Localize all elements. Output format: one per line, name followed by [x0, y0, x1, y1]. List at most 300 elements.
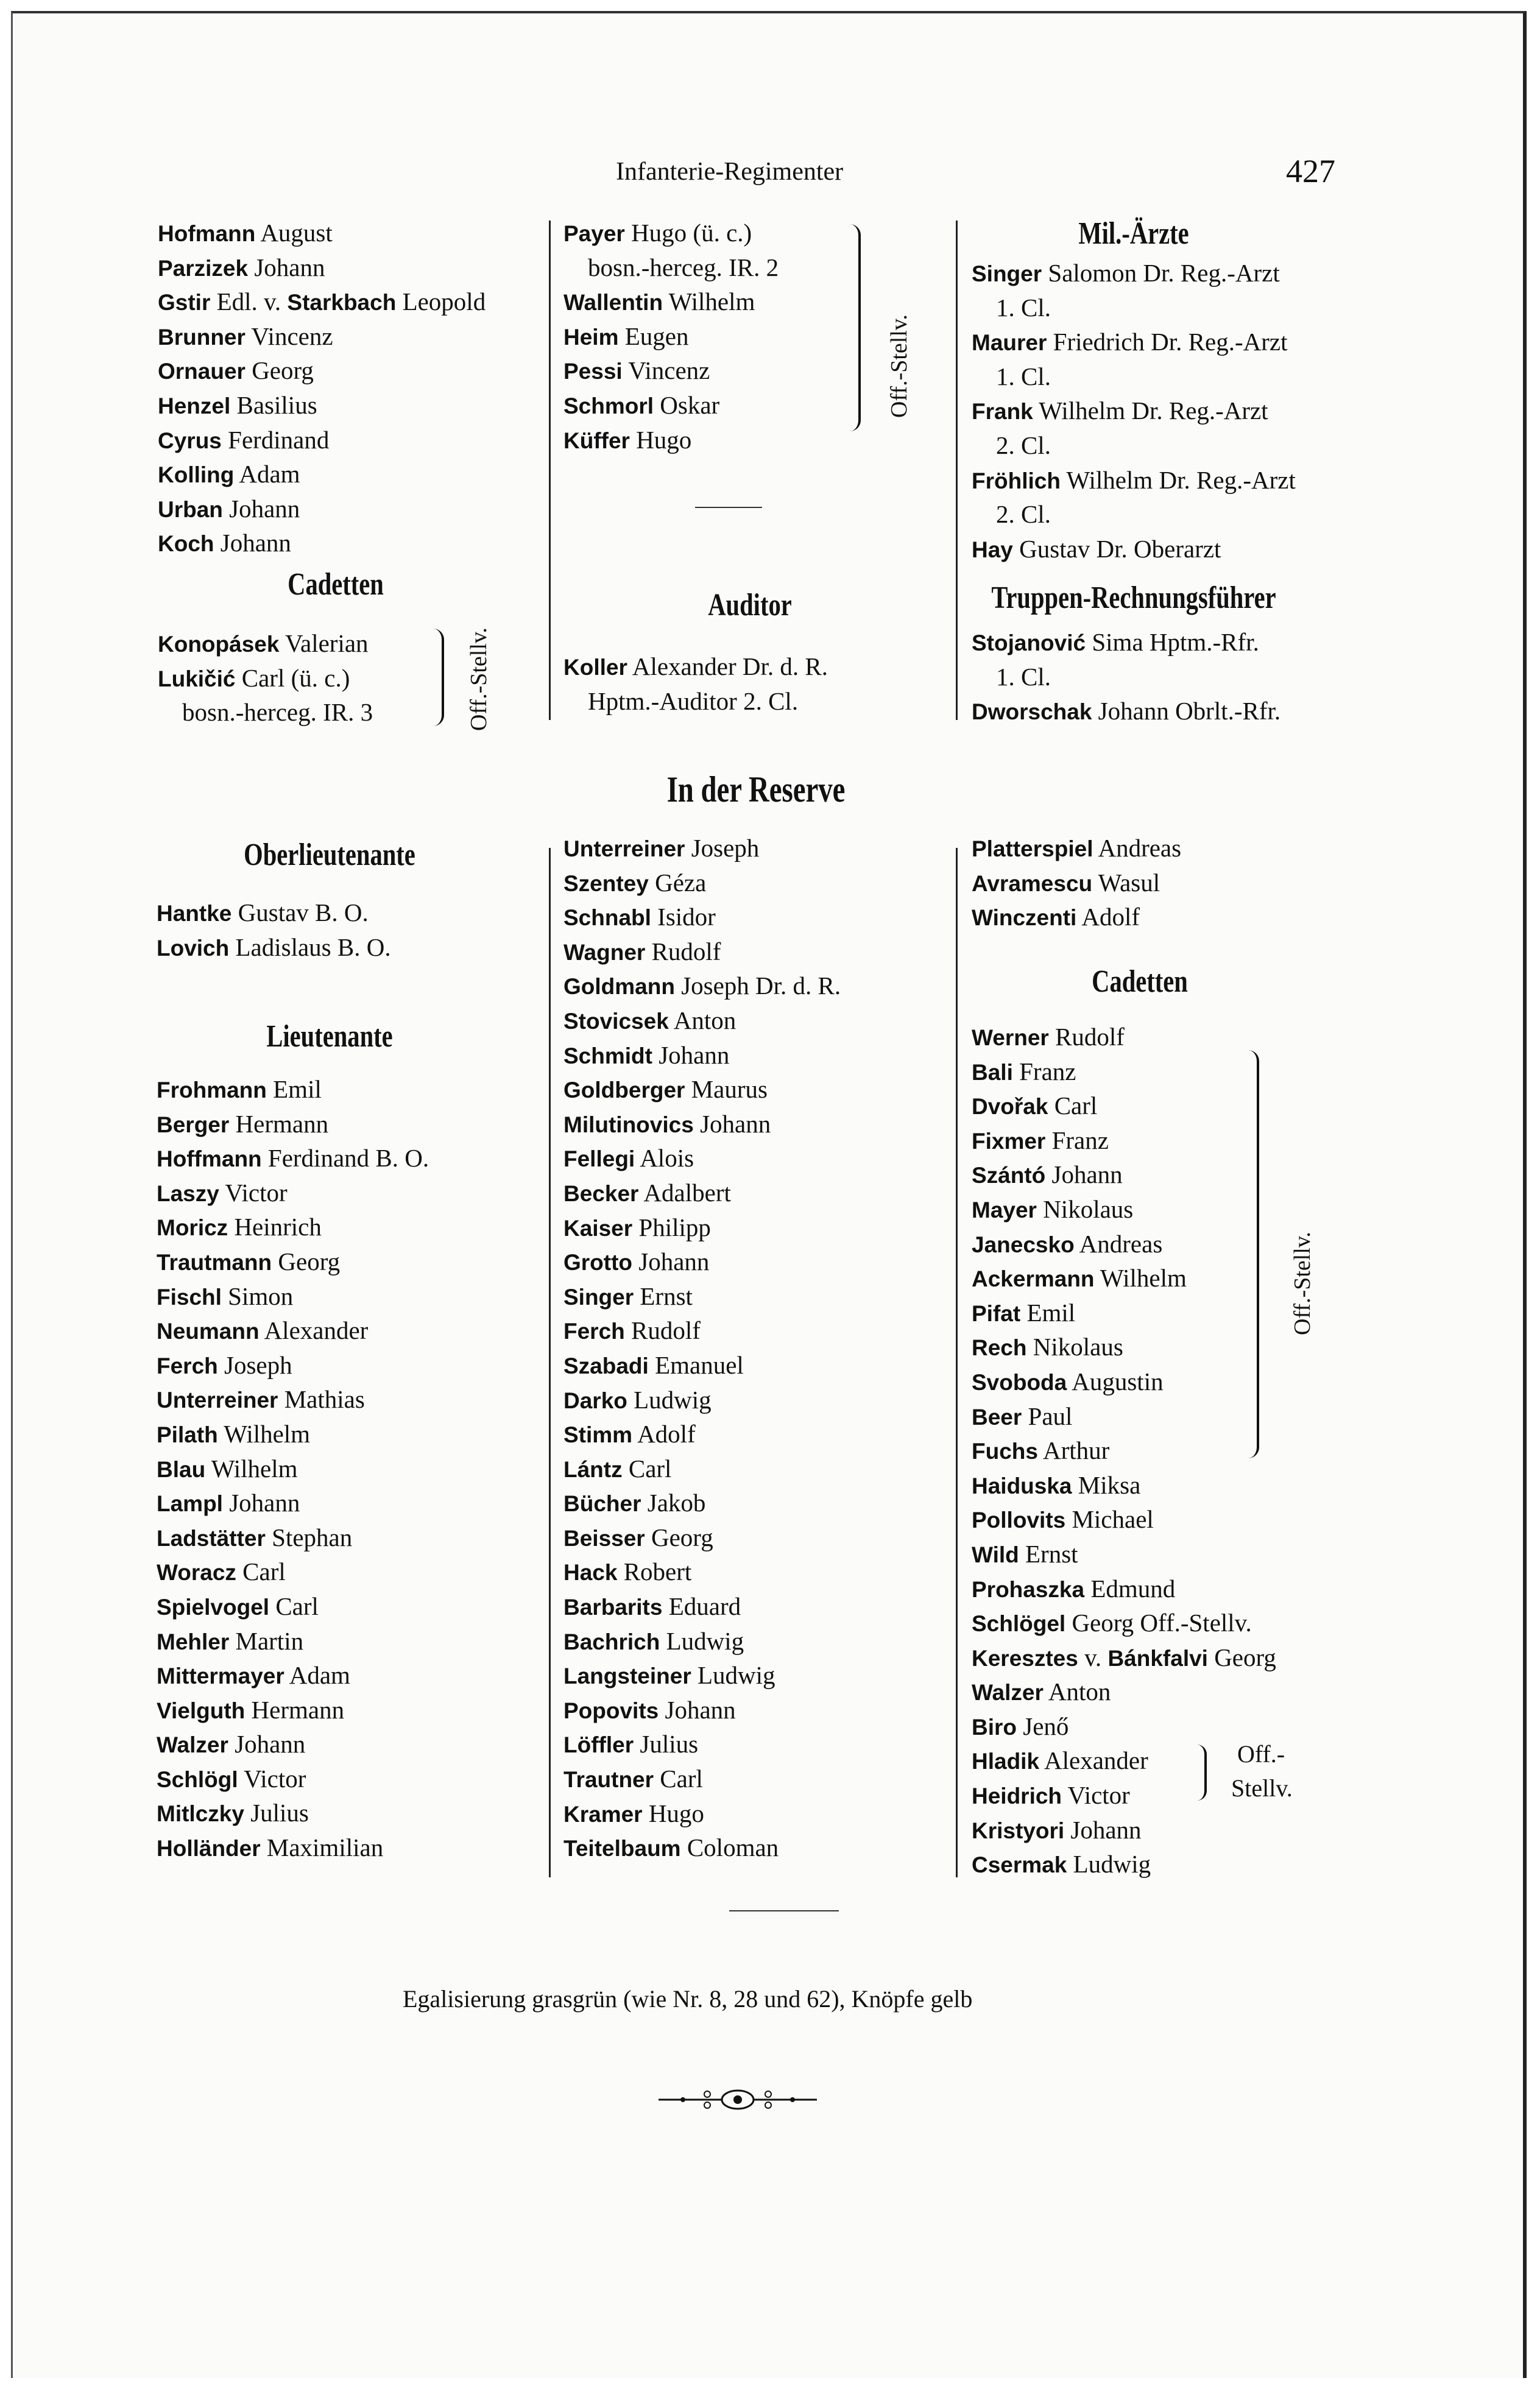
entry-surname: Bücher	[563, 1491, 641, 1517]
entry-detail: Coloman	[680, 1833, 779, 1862]
entry-detail: bosn.-herceg. IR. 2	[588, 253, 779, 281]
entry-row	[563, 1313, 841, 1348]
entry-detail: Emil	[1020, 1298, 1076, 1327]
entry-detail: Emil	[266, 1075, 322, 1103]
entry-surname: Werner	[972, 1025, 1049, 1050]
entry-surname: Mittermayer	[157, 1664, 284, 1689]
entry-surname: Blau	[157, 1456, 206, 1482]
leutnante-list	[157, 1072, 429, 1865]
entry-row	[563, 1796, 841, 1831]
entry-detail: Ernst	[634, 1282, 693, 1310]
entry-detail: Oskar	[654, 390, 720, 419]
entry-detail: Johann	[248, 253, 325, 281]
entry-surname: Dvořak	[972, 1094, 1048, 1120]
small-note	[1231, 1737, 1293, 1805]
entry-surname: Keresztes	[972, 1645, 1078, 1671]
entry-detail: Victor	[238, 1764, 306, 1793]
entry-detail: Wilhelm	[663, 288, 755, 316]
entry-detail: Valerian	[279, 629, 369, 657]
entry-row	[972, 1330, 1276, 1364]
entry-surname: Löffler	[563, 1732, 634, 1758]
column-rule-bottom-right	[956, 848, 958, 1877]
entry-surname: Unterreiner	[157, 1388, 278, 1413]
entry-row	[157, 895, 391, 930]
entry-surname: Koch	[158, 531, 214, 557]
entry-detail: Johann	[214, 529, 291, 557]
entry-surname: Urban	[158, 496, 223, 522]
aerzte-list	[972, 256, 1296, 566]
entry-detail: Ludwig	[660, 1626, 744, 1655]
entry-surname: Lovich	[157, 935, 230, 961]
oberleutnante-list	[157, 895, 391, 964]
entry-detail: Victor	[219, 1178, 288, 1207]
entry-surname: Langsteiner	[563, 1664, 691, 1689]
entry-detail: Wilhelm Dr. Reg.-Arzt	[1060, 465, 1296, 494]
entry-detail: 2. Cl.	[996, 431, 1051, 459]
auditor-list	[563, 649, 828, 718]
entry-row	[563, 216, 779, 250]
entry-row	[157, 1279, 429, 1314]
entry-detail: Johann	[659, 1695, 736, 1724]
entry-detail: Hermann	[245, 1695, 345, 1724]
entry-surname: Pollovits	[972, 1508, 1066, 1533]
entry-detail: Alexander Dr. d. R.	[627, 652, 828, 680]
entry-row	[157, 1072, 429, 1107]
entry-row	[972, 660, 1280, 694]
entry-row	[972, 1020, 1276, 1054]
entry-detail: Edmund	[1084, 1574, 1176, 1603]
entry-detail: Joseph	[217, 1350, 292, 1379]
separator-short	[695, 507, 762, 508]
entry-row	[563, 353, 779, 388]
entry-row	[972, 1261, 1276, 1296]
entry-row	[972, 393, 1296, 428]
entry-surname: Kolling	[158, 462, 235, 488]
entry-surname: Stojanović	[972, 630, 1086, 655]
entry-row	[563, 1762, 841, 1796]
entry-row	[563, 1452, 841, 1486]
entry-row	[563, 250, 779, 285]
entry-row	[563, 1520, 841, 1555]
entry-detail: Johann	[1045, 1160, 1123, 1189]
entry-row	[563, 1383, 841, 1417]
entry-row	[158, 695, 373, 730]
entry-detail: Wilhelm	[1094, 1264, 1187, 1293]
entry-surname: Trautner	[563, 1767, 654, 1793]
entry-detail: Miksa	[1072, 1470, 1141, 1499]
entry-detail: Georg Off.-Stellv.	[1065, 1609, 1252, 1637]
entry-detail: Johann Obrlt.-Rfr.	[1092, 697, 1281, 725]
entry-row	[972, 1364, 1276, 1399]
page-number: 427	[1286, 153, 1335, 189]
entry-surname: Ferch	[157, 1353, 218, 1378]
entry-detail: Franz	[1012, 1057, 1076, 1085]
entry-row	[157, 1727, 429, 1762]
entry-row	[158, 626, 373, 661]
entry-surname: Winczenti	[972, 905, 1077, 931]
entry-surname: Biro	[972, 1714, 1017, 1740]
entry-detail: Johann	[652, 1040, 730, 1069]
entry-row	[563, 1830, 841, 1865]
entry-surname: Schlögl	[157, 1766, 238, 1792]
cadetten-2-note: Off.-Stellv.	[1290, 1232, 1315, 1335]
entry-surname: Janecsko	[972, 1232, 1075, 1257]
entry-surname: Ladstätter	[157, 1525, 266, 1551]
entry-surname: Schmorl	[563, 393, 654, 418]
entry-surname: Singer	[972, 261, 1042, 286]
entry-surname: Avramescu	[972, 870, 1093, 896]
entry-row	[157, 1658, 429, 1693]
entry-row	[972, 1502, 1276, 1537]
entry-surname: Fischl	[157, 1284, 222, 1310]
entry-detail: Philipp	[632, 1213, 711, 1241]
entry-surname: Rech	[972, 1335, 1027, 1361]
entry-row	[972, 1709, 1276, 1744]
entry-detail: Arthur	[1037, 1436, 1110, 1465]
entry-surname: Haiduska	[972, 1473, 1072, 1498]
entry-row	[157, 1486, 429, 1520]
entry-row	[157, 1382, 429, 1417]
entry-surname: Woracz	[157, 1560, 236, 1586]
entry-detail: Adam	[284, 1661, 350, 1690]
entry-detail: Julius	[244, 1799, 309, 1827]
entry-surname: Wild	[972, 1542, 1019, 1567]
entry-row	[563, 684, 828, 719]
entry-detail: Emanuel	[648, 1350, 744, 1379]
entry-detail: Hermann	[229, 1109, 329, 1138]
entry-row	[563, 319, 779, 354]
entry-row	[157, 1176, 429, 1210]
entry-detail: Ludwig	[1067, 1850, 1151, 1879]
cadetten-heading-2: Cadetten	[1092, 964, 1188, 999]
entry-row	[972, 1847, 1276, 1882]
document-page	[11, 11, 1527, 2378]
entry-detail: 1. Cl.	[996, 362, 1051, 390]
entry-row	[563, 1072, 841, 1107]
entry-detail: 1. Cl.	[996, 662, 1051, 691]
entry-surname: Frohmann	[157, 1078, 267, 1103]
entry-row	[158, 526, 486, 560]
entry-row	[972, 1468, 1276, 1503]
entry-detail: Sima Hptm.-Rfr.	[1086, 628, 1259, 656]
reserve-heading: In der Reserve	[666, 769, 846, 810]
brace-col2	[849, 224, 861, 431]
entry-surname: Payer	[563, 221, 625, 246]
entry-detail: Hugo	[642, 1799, 704, 1827]
entry-row	[563, 1244, 841, 1279]
entry-surname: Wallentin	[563, 290, 663, 316]
entry-surname-2: Bánkfalvi	[1107, 1645, 1208, 1671]
entry-row	[157, 1693, 429, 1727]
entry-surname: Gstir	[158, 290, 211, 316]
entry-surname: Darko	[563, 1388, 627, 1413]
column-rule-top-left	[549, 221, 551, 720]
rechnung-heading: Truppen-Rechnungsführer	[991, 580, 1276, 615]
entry-surname: Szentey	[563, 870, 649, 896]
entry-surname: Milutinovics	[563, 1112, 694, 1137]
entry-row	[158, 388, 486, 423]
entry-surname: Stimm	[563, 1422, 633, 1448]
entry-surname: Mayer	[972, 1197, 1037, 1223]
column-rule-bottom-left	[549, 848, 551, 1877]
entry-detail: Anton	[1043, 1678, 1111, 1706]
cadetten-list-2	[972, 1020, 1276, 1882]
entry-detail: Vincenz	[622, 356, 710, 385]
entry-detail: Wasul	[1092, 868, 1160, 897]
entry-row	[157, 1830, 429, 1865]
entry-detail: Simon	[221, 1282, 294, 1310]
entry-row	[972, 866, 1181, 900]
entry-row	[158, 250, 486, 285]
entry-detail: Julius	[634, 1730, 699, 1759]
entry-surname: Hantke	[157, 901, 232, 926]
leutnante-heading: Lieutenante	[266, 1019, 393, 1054]
entry-row	[972, 325, 1296, 359]
entry-detail: Alexander	[259, 1316, 369, 1345]
entry-detail: Stephan	[265, 1523, 353, 1551]
reserve-column-3	[972, 831, 1181, 934]
entry-detail-2: Georg	[1207, 1643, 1276, 1671]
entry-detail: Isidor	[651, 903, 716, 931]
entry-detail: Maximilian	[260, 1833, 384, 1862]
entry-row	[563, 649, 828, 684]
entry-row	[563, 1658, 841, 1693]
entry-detail: Adalbert	[638, 1178, 731, 1207]
entry-detail: Wilhelm Dr. Reg.-Arzt	[1033, 397, 1268, 425]
entry-detail: Carl	[236, 1558, 286, 1586]
entry-surname: Trautmann	[157, 1249, 272, 1275]
entry-surname: Parzizek	[158, 255, 249, 281]
entry-detail: Heinrich	[228, 1213, 322, 1241]
entry-row	[972, 1640, 1276, 1675]
top-column-2	[563, 216, 779, 457]
entry-row	[563, 1038, 841, 1073]
entry-row	[972, 291, 1296, 325]
entry-row	[563, 1417, 841, 1452]
entry-surname: Maurer	[972, 330, 1047, 356]
entry-row	[563, 969, 841, 1003]
entry-detail: Andreas	[1074, 1229, 1163, 1258]
entry-detail: v.	[1078, 1643, 1108, 1671]
entry-detail: Wilhelm	[217, 1419, 311, 1448]
entry-row	[158, 457, 486, 492]
entry-detail: Rudolf	[645, 937, 721, 965]
entry-detail: Paul	[1022, 1402, 1073, 1430]
entry-surname: Ferch	[563, 1319, 625, 1344]
rechnung-list	[972, 625, 1280, 729]
entry-row	[158, 661, 373, 696]
entry-row	[972, 256, 1296, 291]
entry-detail: Georg	[272, 1247, 341, 1276]
entry-surname: Beer	[972, 1404, 1022, 1430]
entry-detail: Ludwig	[627, 1385, 712, 1414]
entry-surname: Henzel	[158, 393, 231, 418]
entry-detail: 1. Cl.	[996, 293, 1051, 322]
entry-detail: Rudolf	[1048, 1023, 1125, 1051]
entry-detail: Adolf	[632, 1420, 696, 1449]
entry-surname: Prohaszka	[972, 1576, 1085, 1602]
entry-row	[563, 1348, 841, 1383]
entry-surname: Hoffmann	[157, 1146, 262, 1172]
entry-surname: Frank	[972, 399, 1033, 425]
entry-row	[972, 428, 1296, 463]
entry-detail: Hptm.-Auditor 2. Cl.	[588, 686, 799, 715]
entry-row	[157, 1348, 429, 1383]
entry-surname: Laszy	[157, 1180, 219, 1206]
entry-row	[563, 1003, 841, 1038]
entry-row	[563, 1727, 841, 1762]
entry-row	[157, 1210, 429, 1244]
entry-surname: Barbarits	[563, 1595, 663, 1620]
entry-row	[972, 694, 1280, 729]
entry-detail: Johann	[228, 1730, 306, 1759]
entry-row	[158, 284, 486, 319]
entry-detail: Carl	[622, 1454, 672, 1483]
entry-surname: Fröhlich	[972, 468, 1061, 493]
entry-surname: Schmidt	[563, 1043, 652, 1068]
entry-surname: Bachrich	[563, 1629, 660, 1654]
entry-surname: Walzer	[157, 1732, 228, 1758]
auditor-heading: Auditor	[708, 588, 792, 623]
entry-detail: Maurus	[685, 1075, 768, 1104]
entry-detail: Johann	[222, 1489, 300, 1517]
entry-row	[563, 1279, 841, 1314]
entry-row	[158, 353, 486, 388]
entry-row	[972, 1157, 1276, 1192]
entry-row	[972, 1572, 1276, 1606]
entry-surname: Kristyori	[972, 1818, 1065, 1843]
entry-surname: Goldmann	[563, 974, 675, 1000]
entry-row	[157, 930, 391, 965]
brace-cadetten-2	[1243, 1050, 1259, 1458]
oberleutnante-heading: Oberlieutenante	[244, 838, 415, 872]
entry-surname: Lampl	[157, 1491, 223, 1517]
entry-detail: Alois	[635, 1144, 694, 1173]
entry-surname: Heim	[563, 324, 619, 350]
entry-row	[972, 463, 1296, 498]
entry-surname: Kramer	[563, 1801, 643, 1827]
entry-surname: Cyrus	[158, 428, 222, 453]
entry-row	[563, 1210, 841, 1245]
entry-row	[972, 532, 1296, 566]
entry-surname: Stovicsek	[563, 1008, 669, 1034]
entry-row	[157, 1244, 429, 1279]
entry-row	[157, 1417, 429, 1452]
entry-surname: Fellegi	[563, 1146, 635, 1172]
entry-detail: Mathias	[278, 1385, 365, 1414]
entry-detail: Franz	[1045, 1126, 1109, 1154]
column-rule-top-right	[956, 221, 958, 720]
cadetten-list-1	[158, 626, 373, 730]
entry-surname: Szántó	[972, 1163, 1046, 1188]
entry-row	[157, 1313, 429, 1348]
entry-surname: Popovits	[563, 1698, 659, 1723]
entry-surname: Hofmann	[158, 221, 256, 246]
entry-surname: Unterreiner	[563, 836, 685, 861]
entry-detail: Andreas	[1093, 834, 1182, 862]
entry-detail: Adam	[234, 460, 300, 489]
entry-detail: Carl	[269, 1592, 319, 1620]
brace-small	[1197, 1745, 1207, 1801]
entry-surname: Grotto	[563, 1250, 633, 1276]
entry-detail: Gustav Dr. Oberarzt	[1012, 534, 1221, 563]
entry-row	[157, 1762, 429, 1796]
entry-detail: Johann	[1064, 1815, 1142, 1844]
entry-row	[563, 900, 841, 934]
entry-row	[158, 423, 486, 457]
entry-surname: Wagner	[563, 939, 646, 965]
entry-surname: Lántz	[563, 1456, 623, 1482]
entry-detail: Salomon Dr. Reg.-Arzt	[1042, 259, 1280, 287]
entry-surname: Walzer	[972, 1680, 1044, 1706]
entry-detail: Ludwig	[691, 1661, 775, 1690]
entry-row	[158, 216, 486, 250]
entry-row	[157, 1624, 429, 1659]
entry-surname: Teitelbaum	[563, 1836, 681, 1861]
entry-row	[563, 284, 779, 319]
entry-surname-2: Starkbach	[287, 290, 397, 316]
entry-detail: Edl. v.	[210, 288, 288, 316]
entry-row	[563, 1624, 841, 1659]
cadetten-1-note: Off.-Stellv.	[466, 627, 492, 731]
entry-detail: Jenő	[1017, 1712, 1069, 1740]
entry-row	[972, 900, 1181, 934]
col2-note: Off.-Stellv.	[886, 314, 912, 418]
entry-detail: Johann	[632, 1247, 710, 1276]
entry-detail: Vincenz	[245, 322, 333, 350]
entry-detail: Ferdinand	[221, 425, 330, 454]
entry-detail: Martin	[229, 1626, 304, 1655]
entry-row	[972, 1123, 1276, 1158]
entry-surname: Pessi	[563, 359, 623, 384]
top-column-1	[158, 216, 486, 560]
entry-row	[972, 625, 1280, 660]
footer-note: Egalisierung grasgrün (wie Nr. 8, 28 und 62), Knöpfe gelb	[403, 1985, 973, 2013]
entry-row	[563, 866, 841, 900]
entry-surname: Ackermann	[972, 1266, 1095, 1292]
entry-surname: Platterspiel	[972, 836, 1093, 861]
entry-detail: Ladislaus B. O.	[229, 933, 391, 961]
entry-surname: Goldberger	[563, 1078, 685, 1103]
entry-surname: Hack	[563, 1560, 618, 1586]
entry-row	[563, 423, 779, 457]
entry-row	[563, 934, 841, 969]
entry-detail: bosn.-herceg. IR. 3	[182, 698, 373, 727]
entry-surname: Beisser	[563, 1525, 645, 1551]
entry-detail: Robert	[617, 1558, 692, 1586]
entry-detail: Carl	[654, 1765, 703, 1793]
entry-row	[563, 1589, 841, 1624]
entry-surname: Lukičić	[158, 666, 236, 691]
entry-surname: Mehler	[157, 1629, 230, 1654]
entry-surname: Becker	[563, 1180, 639, 1206]
entry-surname: Singer	[563, 1284, 634, 1310]
entry-row	[157, 1520, 429, 1555]
entry-row	[563, 1554, 841, 1589]
entry-detail: Anton	[668, 1006, 736, 1034]
entry-detail: August	[255, 219, 333, 247]
entry-row	[157, 1554, 429, 1589]
entry-row	[157, 1452, 429, 1486]
entry-detail: Ernst	[1019, 1539, 1078, 1568]
entry-detail: Gustav B. O.	[231, 898, 369, 926]
entry-row	[972, 1537, 1276, 1572]
entry-row	[158, 319, 486, 354]
running-header: Infanterie-Regimenter	[616, 158, 844, 186]
entry-surname: Berger	[157, 1112, 230, 1137]
entry-surname: Heidrich	[972, 1784, 1062, 1809]
entry-detail: Eugen	[618, 322, 689, 350]
